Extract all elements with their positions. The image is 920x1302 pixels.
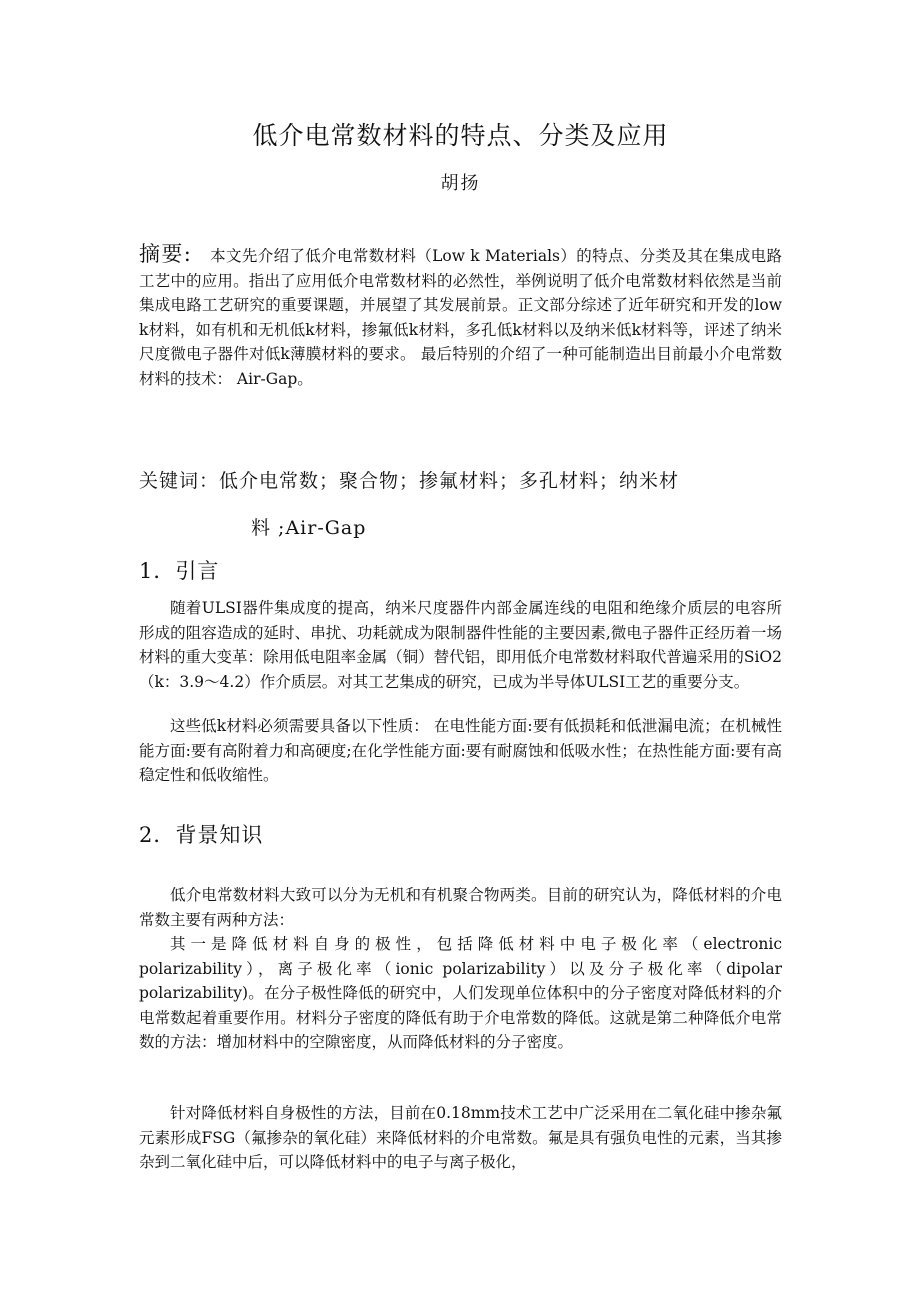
- keywords-line-1: 关键词：低介电常数；聚合物；掺氟材料；多孔材料；纳米材: [139, 470, 680, 492]
- abstract-text: 本文先介绍了低介电常数材料（Low k Materials）的特点、分类及其在集成电路工艺中的应用。指出了应用低介电常数材料的必然性，举例说明了低介电常数材料依然是当前集成电路工艺研究的重要课题，并展望了其发展前景。正文部分综述了近年研究和开发的low k材料，如有机和无机低k材料，掺氟低k材料，多孔低k材料以及纳米低k材料等，评述了纳米尺度微电子器件对低k薄膜材料的要求。 最后特别的介绍了一种可能制造出目前最小介电常数材料的技术： Air-Gap。: [139, 247, 782, 388]
- paragraph-intro-1: 随着ULSI器件集成度的提高，纳米尺度器件内部金属连线的电阻和绝缘介质层的电容所形成的阻容造成的延时、串扰、功耗就成为限制器件性能的主要因素,微电子器件正经历着一场材料的重大变革：除用低电阻率金属（铜）替代铝，即用低介电常数材料取代普遍采用的SiO2（k：3.9～4.2）作介质层。对其工艺集成的研究，已成为半导体ULSI工艺的重要分支。: [139, 599, 782, 691]
- keywords-line-2: 料 ;Air-Gap: [251, 517, 367, 539]
- paper-title: 低介电常数材料的特点、分类及应用: [252, 121, 669, 150]
- abstract-label: 摘要:: [139, 242, 192, 266]
- paragraph-background-3: 针对降低材料自身极性的方法，目前在0.18mm技术工艺中广泛采用在二氧化硅中掺杂氟元素形成FSG（氟掺杂的氧化硅）来降低材料的介电常数。氟是具有强负电性的元素，当其掺杂到二氧化硅中后，可以降低材料中的电子与离子极化，: [139, 1104, 782, 1171]
- abstract-block: [139, 242, 782, 391]
- paragraph-background-1: 低介电常数材料大致可以分为无机和有机聚合物两类。目前的研究认为，降低材料的介电常数主要有两种方法：: [139, 886, 782, 929]
- keywords-block: [139, 458, 782, 552]
- paragraph-background-2: 其一是降低材料自身的极性，包括降低材料中电子极化率（electronic polarizability），离子极化率（ionic polarizability）以及分子极化率（dipolar polarizability)。在分子极性降低的研究中，人们发现单位体积中的分子密度对降低材料的介电常数起着重要作用。材料分子密度的降低有助于介电常数的降低。这就是第二种降低介电常数的方法：增加材料中的空隙密度，从而降低材料的分子密度。: [139, 935, 782, 1051]
- author-name: 胡扬: [440, 173, 481, 194]
- section-heading-introduction: 1．引言: [139, 559, 220, 583]
- paragraph-intro-2: 这些低k材料必须需要具备以下性质： 在电性能方面:要有低损耗和低泄漏电流；在机械性能方面:要有高附着力和高硬度;在化学性能方面:要有耐腐蚀和低吸水性；在热性能方面:要有高稳定性和低收缩性。: [139, 717, 782, 784]
- section-heading-background: 2．背景知识: [139, 823, 264, 847]
